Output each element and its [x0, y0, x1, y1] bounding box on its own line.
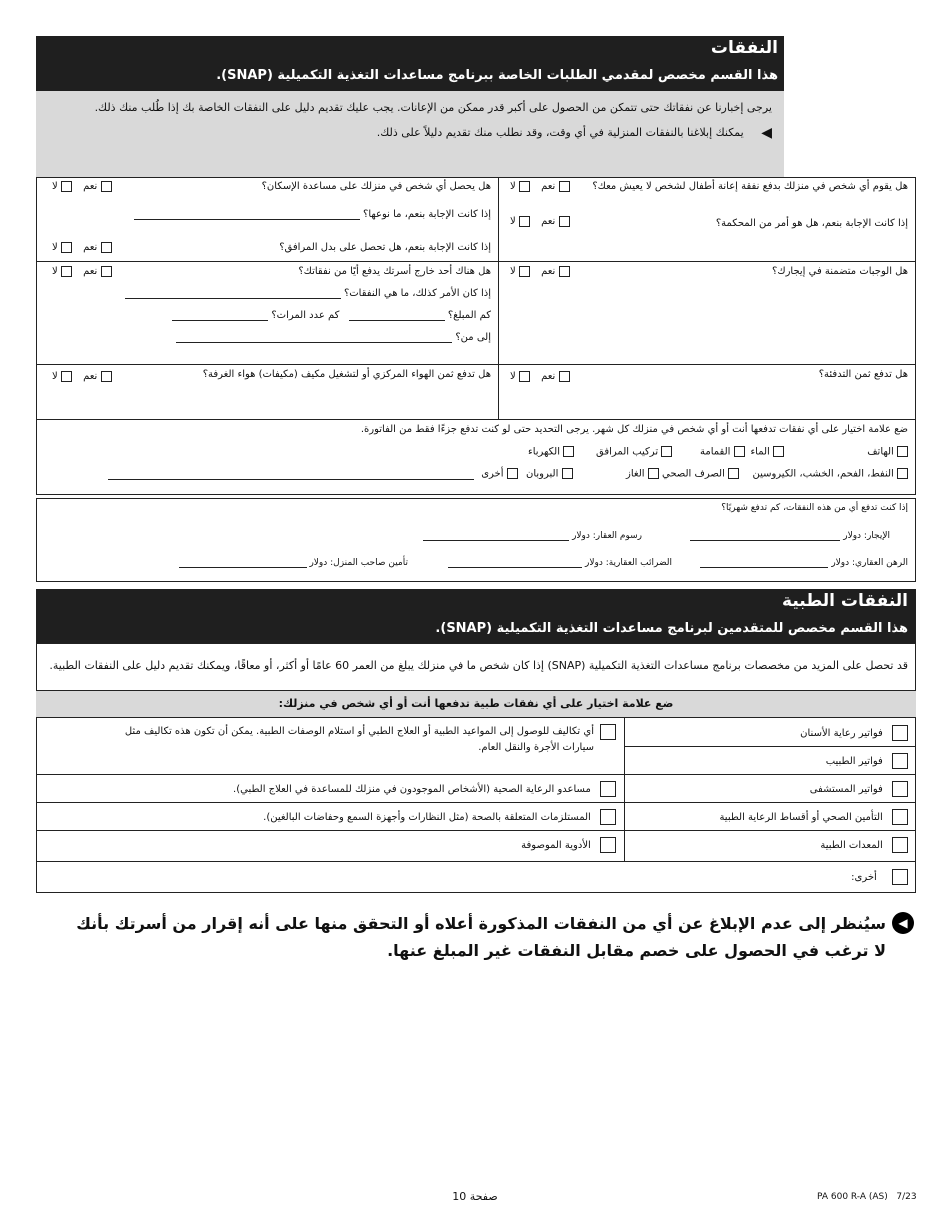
checkbox-no[interactable]	[519, 181, 530, 192]
q-heating: هل تدفع ثمن التدفئة؟	[818, 369, 908, 380]
medical-checkbox[interactable]	[892, 869, 908, 885]
utility-item: الصرف الصحي	[662, 468, 739, 480]
utility-item: الكهرباء	[528, 446, 574, 458]
q-meals: هل الوجبات متضمنة في إيجارك؟	[772, 266, 908, 277]
q-to-whom-row: إلى من؟	[176, 332, 491, 343]
expenses-intro: يرجى إخبارنا عن نفقاتك حتى تتمكن من الحصول على أكبر قدر ممكن من الإعانات. يجب عليك تقديم دليل على النفقات الخاصة بك إذا طُلب منك ذلك.	[94, 101, 772, 114]
utility-checkbox[interactable]	[773, 446, 784, 457]
medical-check-header-bar	[36, 690, 916, 718]
medical-checkbox[interactable]	[892, 837, 908, 853]
yes-no-outside-pay: نعم لا	[52, 266, 112, 278]
yes-no-heating: نعم لا	[510, 371, 570, 383]
medical-checkbox[interactable]	[892, 753, 908, 769]
medical-item-aides: مساعدو الرعاية الصحية (الأشخاص الموجودون في منزلك للمساعدة في العلاج الطبي).	[233, 781, 616, 797]
medical-item-transport: أي تكاليف للوصول إلى المواعيد الطبية أو العلاج الطبي أو استلام الوصفات الطبية. يمكن أن تكون هذه تكاليف مثل سيارات الأجرة والنقل العام.	[124, 726, 594, 753]
checkbox-yes[interactable]	[101, 266, 112, 277]
checkbox-no[interactable]	[61, 242, 72, 253]
medical-intro: قد تحصل على المزيد من مخصصات برنامج مساعدات التغذية التكميلية (SNAP) إذا كان شخص ما في منزلك يبلغ من العمر 60 عامًا أو أكثر، أو معاقًا، ويمكنك تقديم دليل على النفقات الطبية.	[49, 659, 908, 672]
mortgage-input[interactable]	[700, 557, 828, 568]
medical-header	[36, 589, 916, 643]
yes-no-child-support: نعم لا	[510, 181, 570, 193]
to-whom-input[interactable]	[176, 332, 452, 343]
q-housing: هل يحصل أي شخص في منزلك على مساعدة الإسكان؟	[261, 181, 491, 192]
medical-checkbox[interactable]	[600, 837, 616, 853]
medical-body-box	[36, 643, 916, 893]
checkbox-yes[interactable]	[559, 371, 570, 382]
q-child-support: هل يقوم أي شخص في منزلك بدفع نفقة إعانة أطفال لشخص لا يعيش معك؟	[592, 181, 908, 192]
checkbox-no[interactable]	[519, 371, 530, 382]
utility-item: البروبان	[526, 468, 573, 480]
check-instruction: ضع علامة اختيار على أي نفقات تدفعها أنت أو أي شخص في منزلك كل شهر. يرجى التحديد حتى لو كنت تدفع جزءًا فقط من الفاتورة.	[360, 424, 908, 435]
medical-check-header: ضع علامة اختيار على أي نفقات طبية تدفعها أنت أو أي شخص في منزلك:	[278, 697, 674, 710]
medical-item-equipment: المعدات الطبية	[820, 837, 908, 853]
checkbox-no[interactable]	[61, 266, 72, 277]
yes-no-utility-allowance: نعم لا	[52, 242, 112, 254]
medical-checkbox[interactable]	[600, 809, 616, 825]
medical-checkbox[interactable]	[892, 809, 908, 825]
medical-checkbox[interactable]	[892, 781, 908, 797]
q-ac: هل تدفع ثمن الهواء المركزي أو لتشغيل مكيف (مكيفات) هواء الغرفة؟	[202, 369, 491, 380]
medical-item-doctor: فواتير الطبيب	[826, 753, 908, 769]
medical-item-supplies: المستلزمات المتعلقة بالصحة (مثل النظارات وأجهزة السمع وحفاضات البالغين).	[263, 809, 616, 825]
medical-checkbox[interactable]	[892, 725, 908, 741]
rent-input[interactable]	[690, 530, 840, 541]
q-utility-allowance: إذا كانت الإجابة بنعم، هل تحصل على بدل المرافق؟	[279, 242, 491, 253]
mortgage-row: الرهن العقاري: دولار	[700, 557, 908, 568]
how-often-input[interactable]	[172, 310, 268, 321]
warning-arrow-icon: ◀	[892, 912, 914, 934]
utility-checkbox[interactable]	[507, 468, 518, 479]
homeowner-insurance-input[interactable]	[179, 557, 307, 568]
utility-checkbox[interactable]	[661, 446, 672, 457]
checkbox-no[interactable]	[61, 181, 72, 192]
expenses-bullet-row	[377, 125, 772, 141]
yes-no-housing: نعم لا	[52, 181, 112, 193]
yes-no-meals: نعم لا	[510, 266, 570, 278]
q-housing-type-row	[134, 209, 491, 220]
medical-checkbox[interactable]	[600, 781, 616, 797]
medical-item-dental: فواتير رعاية الأسنان	[800, 725, 908, 741]
medical-checkbox[interactable]	[600, 724, 616, 740]
utility-item: الغاز	[626, 468, 659, 480]
utility-checkbox[interactable]	[897, 468, 908, 479]
amount-input[interactable]	[349, 310, 445, 321]
property-taxes-row: الضرائب العقارية: دولار	[448, 557, 672, 568]
checkbox-yes[interactable]	[559, 181, 570, 192]
medical-item-insurance: التأمين الصحي أو أقساط الرعاية الطبية	[719, 809, 908, 825]
monthly-question: إذا كنت تدفع أي من هذه النفقات، كم تدفع شهريًا؟	[721, 503, 908, 513]
property-fees-input[interactable]	[423, 530, 569, 541]
expenses-subtitle: هذا القسم مخصص لمقدمي الطلبات الخاصة ببرنامج مساعدات التغذية التكميلية (SNAP).	[216, 68, 778, 83]
medical-item-hospital: فواتير المستشفى	[810, 781, 908, 797]
utility-checkbox[interactable]	[562, 468, 573, 479]
utility-checkbox[interactable]	[728, 468, 739, 479]
utility-other-input[interactable]	[108, 469, 474, 480]
property-fees-row: رسوم العقار: دولار	[423, 530, 642, 541]
utility-checkbox[interactable]	[563, 446, 574, 457]
rent-row: الإيجار: دولار	[690, 530, 890, 541]
utility-item: الهاتف	[867, 446, 908, 458]
checkbox-no[interactable]	[519, 216, 530, 227]
expenses-bullet: يمكنك إبلاغنا بالنفقات المنزلية في أي وقت، وقد نطلب منك تقديم دليلاً على ذلك.	[376, 126, 744, 139]
checkbox-no[interactable]	[519, 266, 530, 277]
which-expenses-input[interactable]	[125, 288, 341, 299]
q-court-order: إذا كانت الإجابة بنعم، هل هو أمر من المحكمة؟	[715, 218, 908, 229]
utility-checkbox[interactable]	[734, 446, 745, 457]
property-taxes-input[interactable]	[448, 557, 582, 568]
housing-type-input[interactable]	[134, 209, 360, 220]
checkbox-yes[interactable]	[101, 242, 112, 253]
bullet-arrow-icon: ◀	[761, 125, 772, 141]
utility-item: الماء	[750, 446, 784, 458]
expenses-header	[36, 36, 784, 91]
q-which-expenses-row: إذا كان الأمر كذلك، ما هي النفقات؟	[125, 288, 491, 299]
yes-no-court-order: نعم لا	[510, 216, 570, 228]
q-amount-row: كم المبلغ؟ كم عدد المرات؟	[172, 310, 491, 321]
utility-item: القمامة	[700, 446, 745, 458]
utility-checkbox[interactable]	[648, 468, 659, 479]
utility-checkbox[interactable]	[897, 446, 908, 457]
checkbox-yes[interactable]	[559, 216, 570, 227]
page-number: صفحة 10	[452, 1190, 498, 1203]
medical-subtitle: هذا القسم مخصص للمتقدمين لبرنامج مساعدات التغذية التكميلية (SNAP).	[435, 621, 908, 636]
q-outside-pay: هل هناك أحد خارج أسرتك يدفع أيًا من نفقاتك؟	[298, 266, 491, 277]
checkbox-yes[interactable]	[101, 181, 112, 192]
form-id: PA 600 R-A (AS) 7/23	[817, 1192, 917, 1202]
medical-item-other: أخرى:	[851, 869, 908, 885]
checkbox-yes[interactable]	[559, 266, 570, 277]
medical-title: النفقات الطبية	[782, 591, 908, 611]
yes-no-ac: نعم لا	[52, 371, 112, 383]
medical-item-prescriptions: الأدوية الموصوفة	[521, 837, 616, 853]
checkbox-no[interactable]	[61, 371, 72, 382]
homeowner-insurance-row: تأمين صاحب المنزل: دولار	[179, 557, 408, 568]
expenses-title: النفقات	[710, 38, 778, 58]
utility-item: النفط، الفحم، الخشب، الكيروسين	[752, 468, 908, 480]
expenses-intro-panel	[36, 91, 784, 177]
utility-item-other: أخرى	[108, 468, 518, 480]
q-housing-type: إذا كانت الإجابة بنعم، ما نوعها؟	[363, 209, 491, 220]
warning-text: سيُنظر إلى عدم الإبلاغ عن أي من النفقات المذكورة أعلاه أو التحقق منها على أنه إقرار من أسرتك بأنك لا ترغب في الحصول على خصم مقابل النفقات غير المبلغ عنها.	[76, 914, 886, 960]
checkbox-yes[interactable]	[101, 371, 112, 382]
utility-item: تركيب المرافق	[596, 446, 672, 458]
